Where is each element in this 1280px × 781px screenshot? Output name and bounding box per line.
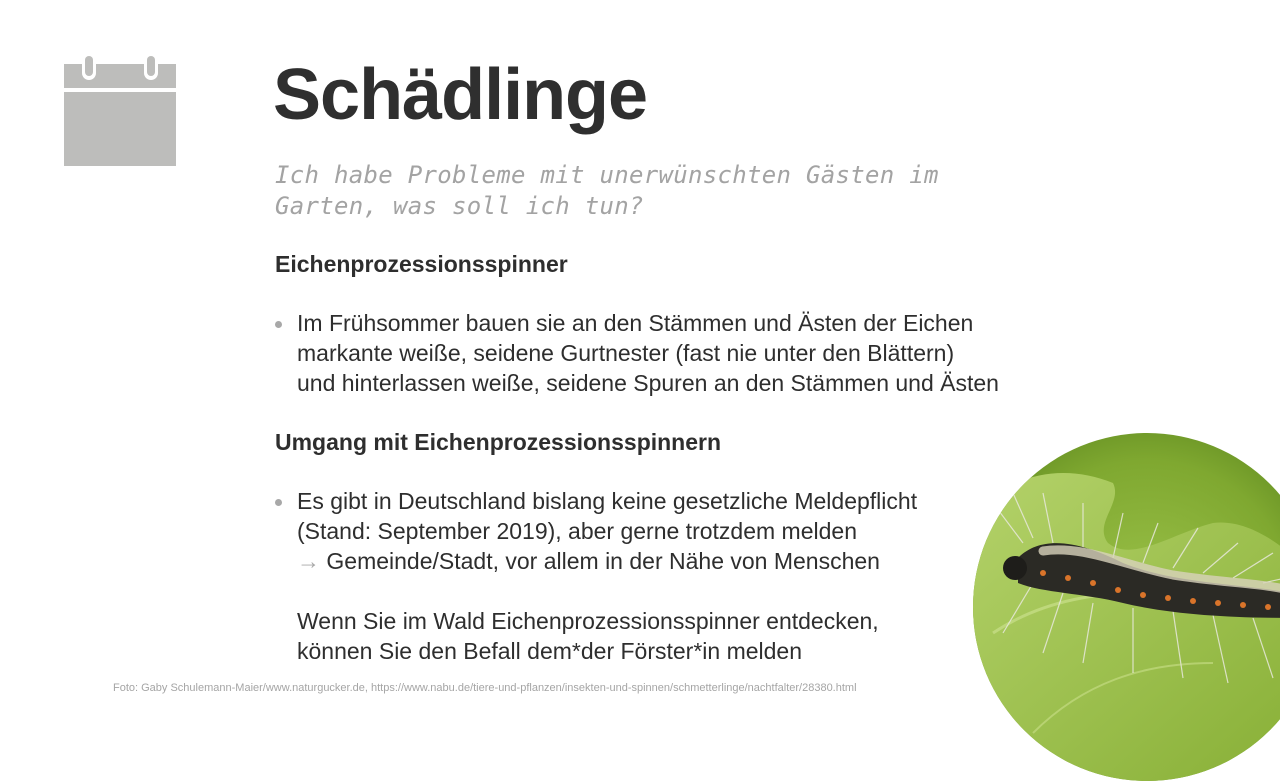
calendar-icon (64, 54, 176, 166)
photo-credit: Foto: Gaby Schulemann-Maier/www.naturgucker.de, https://www.nabu.de/tiere-und-pflanzen/insekten-und-spinnen/schmetterlinge/nachtfalter/28380.html (113, 682, 857, 694)
bullet-dot (275, 321, 282, 328)
bullet-line: (Stand: September 2019), aber gerne trotzdem melden (297, 518, 857, 544)
note-line: können Sie den Befall dem*der Förster*in melden (297, 638, 803, 664)
bullet-line: Im Frühsommer bauen sie an den Stämmen und Ästen der Eichen (297, 310, 974, 336)
page-title: Schädlinge (273, 55, 648, 135)
bullet-line: markante weiße, seidene Gurtnester (fast nie unter den Blättern) (297, 340, 955, 366)
section-heading-handling: Umgang mit Eichenprozessionsspinnern (275, 429, 722, 455)
bullet-item (275, 486, 1075, 666)
slide-content (275, 248, 1075, 666)
arrow-line-text: Gemeinde/Stadt, vor allem in der Nähe von Menschen (326, 548, 880, 574)
bullet-item (275, 308, 1075, 398)
note-line: Wenn Sie im Wald Eichenprozessionsspinner entdecken, (297, 608, 879, 634)
bullet-line: und hinterlassen weiße, seidene Spuren an den Stämmen und Ästen (297, 370, 999, 396)
arrow-right-icon: → (297, 548, 320, 574)
page-subtitle: Ich habe Probleme mit unerwünschten Gästen im Garten, was soll ich tun? (275, 161, 939, 220)
section-heading-spinner: Eichenprozessionsspinner (275, 251, 568, 277)
bullet-dot (275, 499, 282, 506)
spacer (297, 576, 1075, 606)
bullet-line: Es gibt in Deutschland bislang keine gesetzliche Meldepflicht (297, 488, 918, 514)
arrow-line (297, 546, 1075, 576)
